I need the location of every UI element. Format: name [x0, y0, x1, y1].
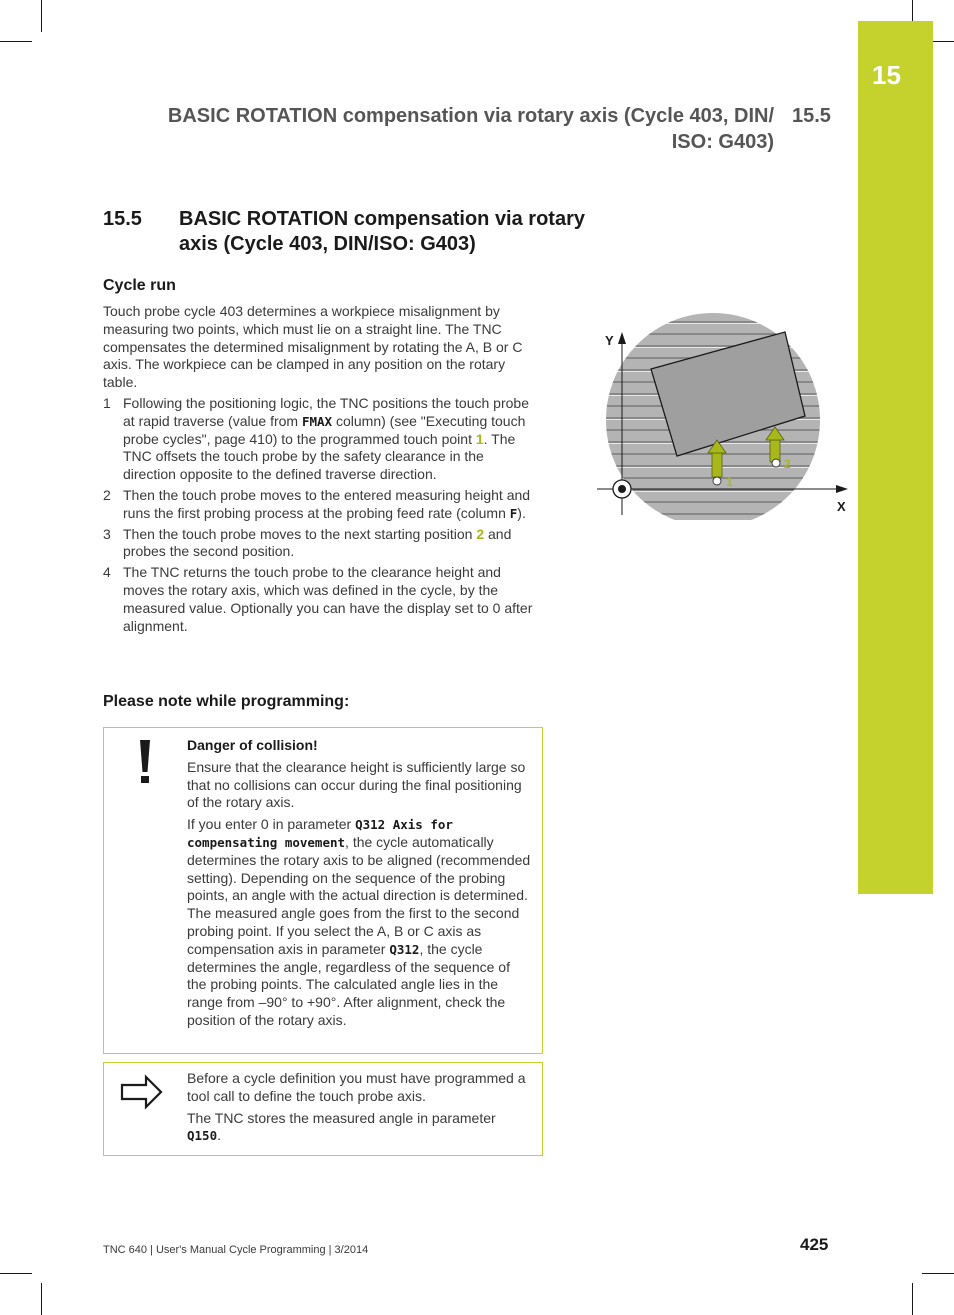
- danger-paragraph-2: If you enter 0 in parameter Q312 Axis for compensating movement, the cycle automatically determines the rotary axis to be aligned (recommended setting). Depending on the sequence of the probing points, an angle with the actual direction is determined. The measured angle goes from the first to the second probing point. If you select the A, B or C axis as compensation axis in parameter Q312, the cycle determines the angle, regardless of the sequence of the probing points. The calculated angle lies in the range from –90° to +90°. After alignment, check the position of the rotary axis.: [187, 816, 531, 1028]
- step-text: The TNC returns the touch probe to the clearance height and moves the rotary axis, which was defined in the cycle, by the measured value. Optionally you can have the display set to 0 after alignment.: [123, 564, 533, 634]
- cycle-run-intro: Touch probe cycle 403 determines a workpiece misalignment by measuring two points, which must lie on a straight line. The TNC compensates the determined misalignment by rotating the A, B or C axis. The workpiece can be clamped in any position on the rotary table.: [103, 303, 523, 391]
- touch-point-1-label: 1: [726, 475, 733, 489]
- x-axis-label: X: [837, 499, 846, 514]
- step-number: 1: [103, 395, 111, 411]
- step-text: Then the touch probe moves to the entered measuring height and runs the first probing process at the probing feed rate (column F).: [123, 486, 531, 521]
- tip-note-text: [187, 1070, 532, 1149]
- section-title: BASIC ROTATION compensation via rotary axis (Cycle 403, DIN/ISO: G403): [179, 208, 585, 255]
- y-axis-arrow: [618, 332, 626, 344]
- running-header-title: [168, 103, 774, 155]
- step-item: [103, 564, 540, 635]
- touch-point-2-label: 2: [784, 457, 791, 471]
- crop-mark: [0, 41, 32, 42]
- page-number: 425: [800, 1235, 829, 1254]
- cycle-steps: [103, 395, 540, 638]
- footer-text: TNC 640 | User's Manual Cycle Programming | 3/2014: [103, 1244, 369, 1256]
- danger-note-text: [187, 737, 532, 1034]
- tip-note: [103, 1062, 543, 1156]
- running-header-section: 15.5: [792, 105, 831, 127]
- x-axis-arrow: [836, 485, 848, 493]
- step-number: 4: [103, 564, 111, 581]
- step-text: Following the positioning logic, the TNC positions the touch probe at rapid traverse (value from FMAX column) (see "Executing touch probe cycles", page 410) to the programmed touch point 1. The TNC offsets the touch probe by the safety clearance in the direction opposite to the defined traverse direction.: [123, 395, 529, 483]
- crop-mark: [41, 1283, 42, 1315]
- touch-point-1-marker: [713, 477, 721, 485]
- step-item: [103, 526, 540, 562]
- danger-paragraph-1: Ensure that the clearance height is sufficiently large so that no collisions can occur during the final positioning of the rotary axis.: [187, 758, 526, 811]
- tip-paragraph-1: Before a cycle definition you must have programmed a tool call to define the touch probe axis.: [187, 1070, 526, 1104]
- step-item: [103, 487, 540, 523]
- step-number: 3: [103, 525, 111, 542]
- y-axis-label: Y: [605, 333, 614, 348]
- section-number: 15.5: [103, 208, 142, 230]
- crop-mark: [912, 1283, 913, 1315]
- step-number: 2: [103, 486, 111, 503]
- chapter-tab: [858, 21, 933, 894]
- crop-mark: [0, 1273, 32, 1274]
- tip-paragraph-2: The TNC stores the measured angle in parameter Q150.: [187, 1109, 496, 1144]
- cycle-run-heading: Cycle run: [103, 277, 176, 294]
- step-item: [103, 395, 540, 484]
- programming-heading: Please note while programming:: [103, 693, 350, 710]
- rotary-table-figure: [595, 310, 860, 520]
- running-header-line2: ISO: G403): [671, 131, 774, 153]
- touch-point-2-marker: [772, 459, 780, 467]
- danger-note: [103, 727, 543, 1054]
- step-text: Then the touch probe moves to the next starting position 2 and probes the second position.: [123, 525, 512, 560]
- warning-icon: [104, 728, 187, 1053]
- danger-title: Danger of collision!: [187, 737, 318, 753]
- chapter-number: 15: [872, 60, 901, 90]
- running-header-line1: BASIC ROTATION compensation via rotary axis (Cycle 403, DIN/: [167, 105, 774, 127]
- crop-mark: [41, 0, 42, 32]
- arrow-right-icon: [104, 1063, 187, 1155]
- crop-mark: [922, 1273, 954, 1274]
